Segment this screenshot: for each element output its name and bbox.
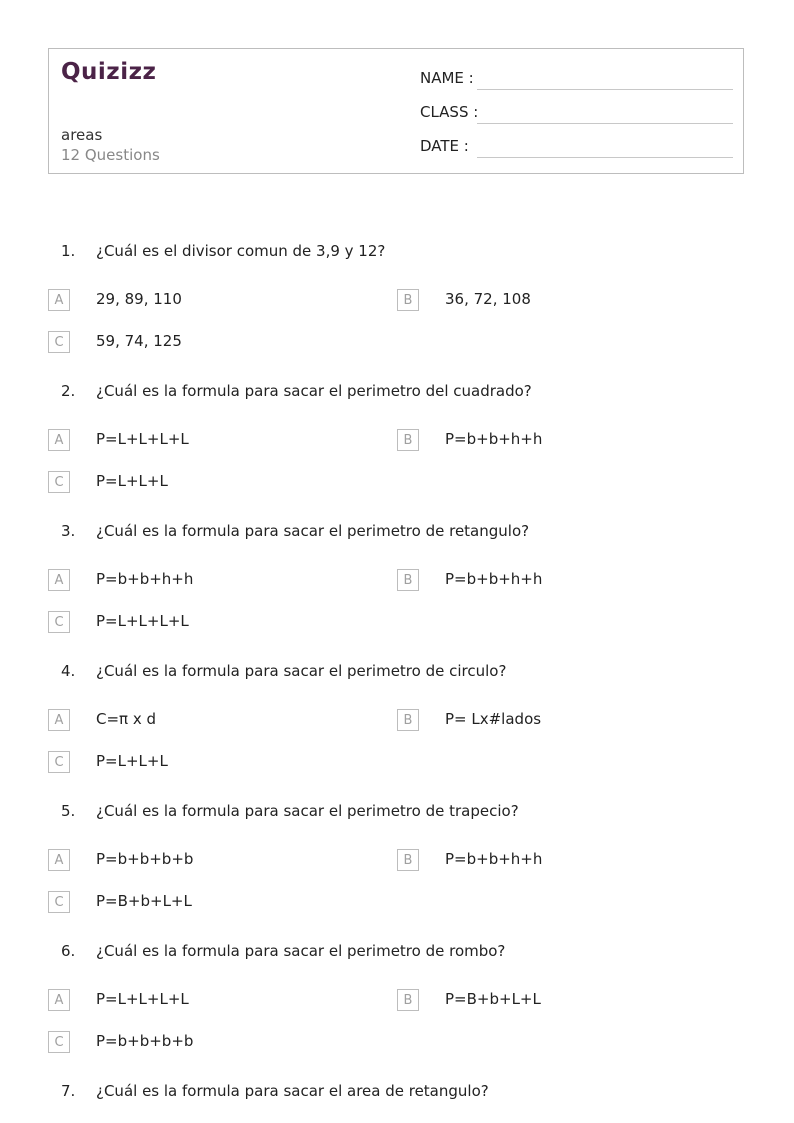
question-text: ¿Cuál es la formula para sacar el perimetro de rombo? (96, 942, 506, 960)
question-number: 7. (61, 1082, 76, 1100)
option-a-box[interactable]: A (48, 289, 70, 311)
option-b-text: P=b+b+h+h (445, 850, 543, 868)
option-c-text: P=L+L+L+L (96, 612, 189, 630)
question-number: 6. (61, 942, 76, 960)
option-b-box[interactable]: B (397, 709, 419, 731)
option-a-box[interactable]: A (48, 429, 70, 451)
option-c-box[interactable]: C (48, 751, 70, 773)
question-number: 4. (61, 662, 76, 680)
option-c-box[interactable]: C (48, 611, 70, 633)
option-b-box[interactable]: B (397, 429, 419, 451)
question-text: ¿Cuál es la formula para sacar el area de retangulo? (96, 1082, 489, 1100)
option-a-box[interactable]: A (48, 989, 70, 1011)
option-c-text: P=B+b+L+L (96, 892, 192, 910)
option-b-text: P=b+b+h+h (445, 570, 543, 588)
question-text: ¿Cuál es la formula para sacar el perimetro de circulo? (96, 662, 507, 680)
option-c-text: P=L+L+L (96, 752, 168, 770)
option-a-text: P=b+b+b+b (96, 850, 194, 868)
option-b-text: P=b+b+h+h (445, 430, 543, 448)
option-c-box[interactable]: C (48, 471, 70, 493)
question-number: 2. (61, 382, 76, 400)
question-number: 5. (61, 802, 76, 820)
question-count: 12 Questions (61, 146, 160, 164)
option-b-text: P= Lx#lados (445, 710, 542, 728)
option-b-text: 36, 72, 108 (445, 290, 531, 308)
date-field[interactable] (477, 157, 733, 158)
option-b-box[interactable]: B (397, 289, 419, 311)
question-text: ¿Cuál es la formula para sacar el perimetro de retangulo? (96, 522, 530, 540)
option-c-text: P=b+b+b+b (96, 1032, 194, 1050)
name-field[interactable] (477, 89, 733, 90)
option-a-text: C=π x d (96, 710, 157, 728)
option-c-box[interactable]: C (48, 331, 70, 353)
option-c-box[interactable]: C (48, 891, 70, 913)
option-b-box[interactable]: B (397, 989, 419, 1011)
question-number: 3. (61, 522, 76, 540)
option-a-text: P=L+L+L+L (96, 430, 189, 448)
option-c-text: P=L+L+L (96, 472, 168, 490)
class-label: CLASS : (420, 103, 479, 121)
worksheet-title: areas (61, 126, 103, 144)
option-a-box[interactable]: A (48, 849, 70, 871)
question-text: ¿Cuál es el divisor comun de 3,9 y 12? (96, 242, 386, 260)
option-a-box[interactable]: A (48, 569, 70, 591)
option-b-box[interactable]: B (397, 569, 419, 591)
option-a-text: P=b+b+h+h (96, 570, 194, 588)
option-c-box[interactable]: C (48, 1031, 70, 1053)
name-label: NAME : (420, 69, 474, 87)
class-field[interactable] (477, 123, 733, 124)
question-number: 1. (61, 242, 76, 260)
question-text: ¿Cuál es la formula para sacar el perimetro de trapecio? (96, 802, 519, 820)
quizizz-logo: Quizizz (61, 59, 157, 85)
option-b-text: P=B+b+L+L (445, 990, 541, 1008)
date-label: DATE : (420, 137, 469, 155)
option-a-text: P=L+L+L+L (96, 990, 189, 1008)
option-a-text: 29, 89, 110 (96, 290, 182, 308)
question-text: ¿Cuál es la formula para sacar el perimetro del cuadrado? (96, 382, 532, 400)
option-a-box[interactable]: A (48, 709, 70, 731)
option-c-text: 59, 74, 125 (96, 332, 182, 350)
worksheet-header (48, 48, 744, 174)
option-b-box[interactable]: B (397, 849, 419, 871)
